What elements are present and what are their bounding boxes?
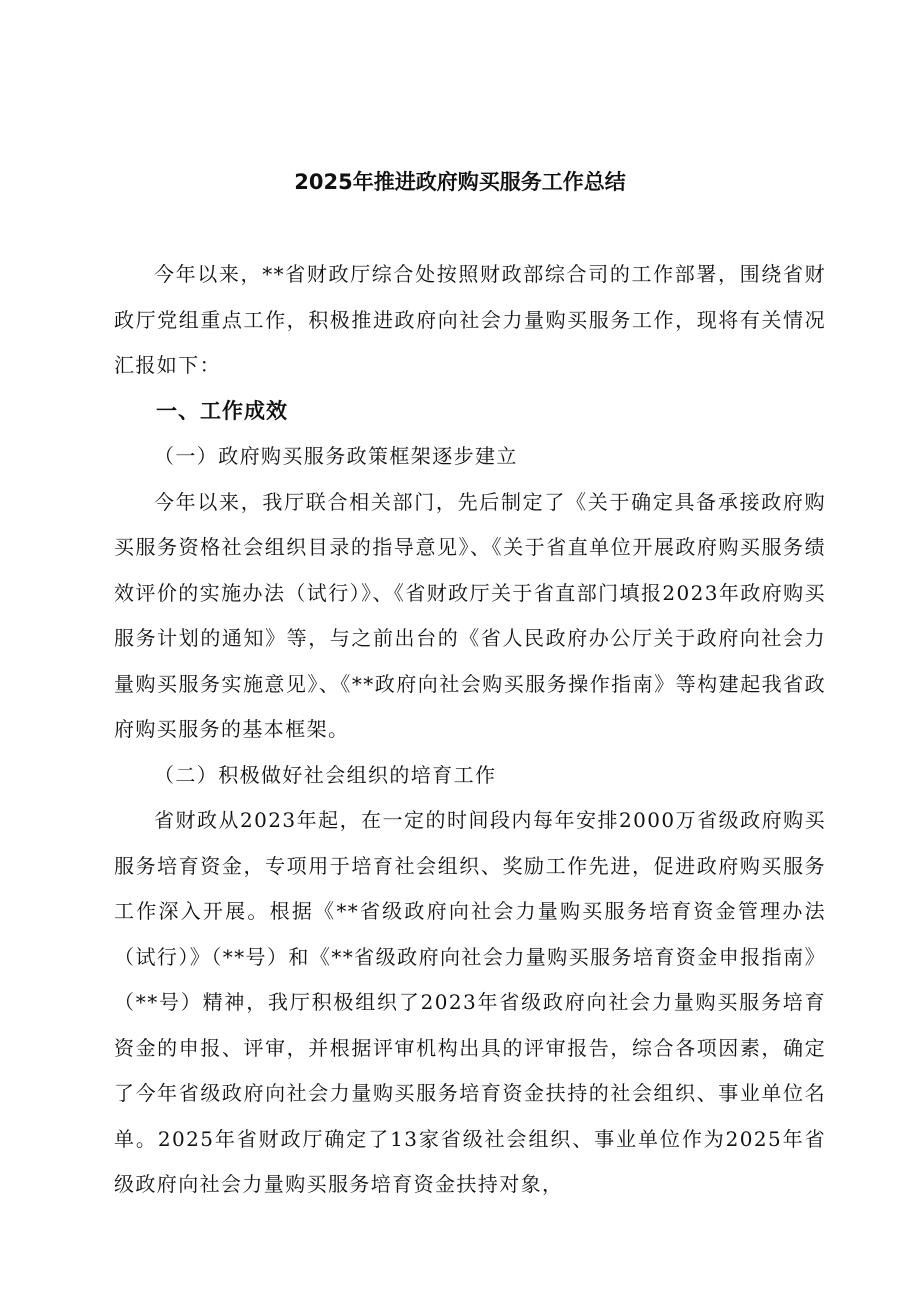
document-body: [114, 252, 826, 1208]
document-title: 2025年推进政府购买服务工作总结: [294, 170, 626, 194]
intro-paragraph: 今年以来，**省财政厅综合处按照财政部综合司的工作部署，围绕省财政厅党组重点工作，积极推进政府向社会力量购买服务工作，现将有关情况汇报如下：: [114, 262, 826, 377]
subsection-heading-social-organizations: （二）积极做好社会组织的培育工作: [154, 762, 497, 787]
section-heading-achievements: 一、工作成效: [156, 398, 288, 423]
subsection-heading-policy-framework: （一）政府购买服务政策框架逐步建立: [154, 444, 518, 468]
social-organizations-paragraph: 省财政从2023年起，在一定的时间段内每年安排2000万省级政府购买服务培育资金，专项用于培育社会组织、奖励工作先进，促进政府购买服务工作深入开展。根据《**省级政府向社会力量购买服务培育资金管理办法（试行）》（**号）和《**省级政府向社会力量购买服务培育资金申报指南》（**号）精神，我厅积极组织了2023年省级政府向社会力量购买服务培育资金的申报、评审，并根据评审机构出具的评审报告，综合各项因素，确定了今年省级政府向社会力量购买服务培育资金扶持的社会组织、事业单位名单。2025年省财政厅确定了13家省级社会组织、事业单位作为2025年省级政府向社会力量购买服务培育资金扶持对象，: [114, 808, 826, 1196]
policy-framework-paragraph: 今年以来，我厅联合相关部门，先后制定了《关于确定具备承接政府购买服务资格社会组织目录的指导意见》、《关于省直单位开展政府购买服务绩效评价的实施办法（试行）》、《省财政厅关于省直部门填报2023年政府购买服务计划的通知》等，与之前出台的《省人民政府办公厅关于政府向社会力量购买服务实施意见》、《**政府向社会购买服务操作指南》等构建起我省政府购买服务的基本框架。: [114, 489, 826, 741]
